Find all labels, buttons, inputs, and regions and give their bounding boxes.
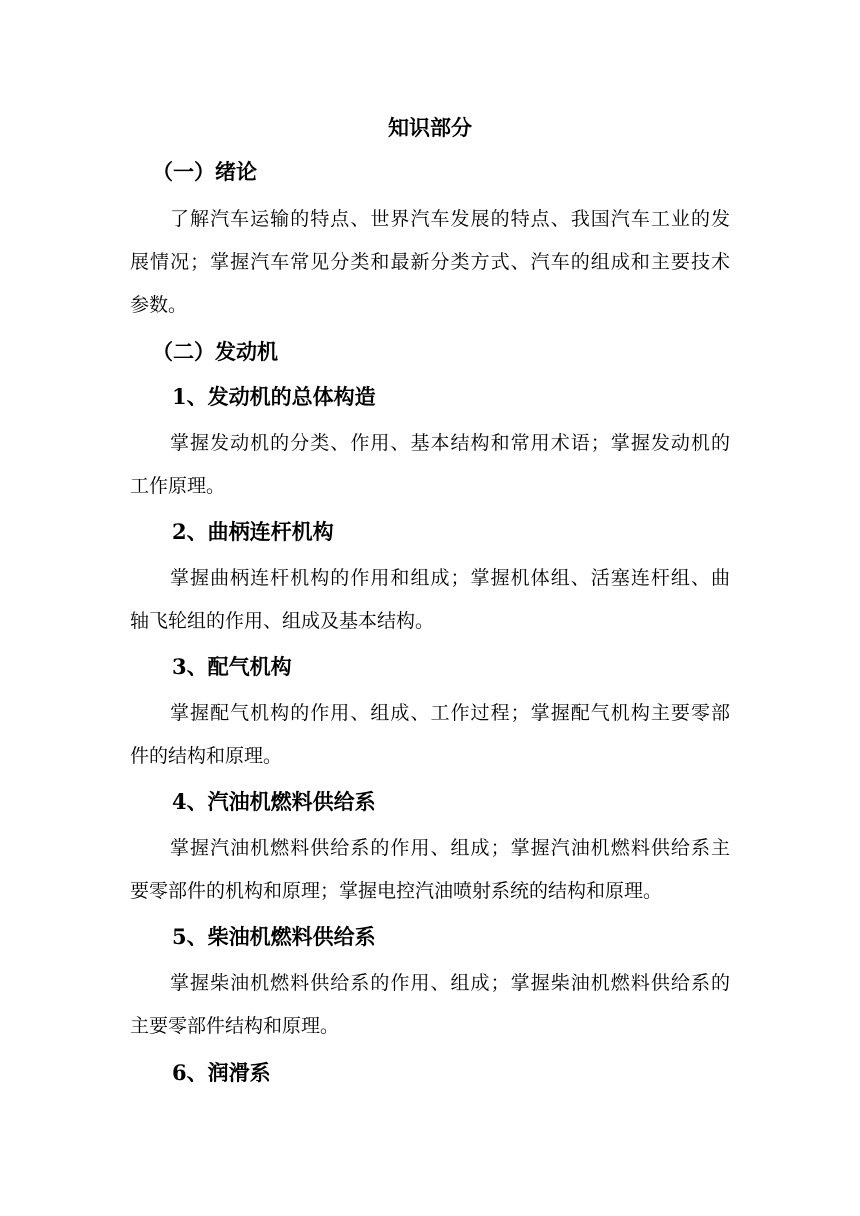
subsection-heading: 1、发动机的总体构造 — [172, 384, 376, 409]
paragraph — [130, 827, 730, 913]
paragraph — [130, 557, 730, 643]
paragraph-line: 了解汽车运输的特点、世界汽车发展的特点、我国汽车工业的发 — [170, 208, 730, 230]
section-heading-intro: （一）绪论 — [152, 159, 257, 184]
paragraph-line: 参数。 — [130, 294, 188, 316]
subsection-heading: 5、柴油机燃料供给系 — [172, 924, 376, 949]
paragraph-line: 掌握汽油机燃料供给系的作用、组成；掌握汽油机燃料供给系主 — [170, 837, 730, 859]
paragraph-line: 轴飞轮组的作用、组成及基本结构。 — [130, 610, 435, 632]
paragraph — [130, 422, 730, 508]
paragraph-line: 掌握发动机的分类、作用、基本结构和常用术语；掌握发动机的 — [170, 432, 730, 454]
paragraph-line: 掌握配气机构的作用、组成、工作过程；掌握配气机构主要零部 — [170, 702, 730, 724]
paragraph-line: 展情况；掌握汽车常见分类和最新分类方式、汽车的组成和主要技术 — [130, 251, 730, 273]
paragraph-line: 掌握柴油机燃料供给系的作用、组成；掌握柴油机燃料供给系的 — [170, 972, 730, 994]
subsection-heading: 6、润滑系 — [172, 1060, 271, 1085]
subsection-heading: 4、汽油机燃料供给系 — [172, 789, 376, 814]
paragraph-line: 掌握曲柄连杆机构的作用和组成；掌握机体组、活塞连杆组、曲 — [170, 567, 730, 589]
paragraph — [130, 692, 730, 778]
page-title: 知识部分 — [388, 115, 472, 140]
paragraph-intro — [130, 198, 730, 327]
paragraph — [130, 962, 730, 1048]
paragraph-line: 主要零部件结构和原理。 — [130, 1015, 340, 1037]
paragraph-line: 工作原理。 — [130, 475, 226, 497]
paragraph-line: 要零部件的机构和原理；掌握电控汽油喷射系统的结构和原理。 — [130, 880, 663, 902]
subsection-heading: 3、配气机构 — [172, 654, 292, 679]
subsection-heading: 2、曲柄连杆机构 — [172, 519, 334, 544]
section-heading-engine: （二）发动机 — [152, 339, 278, 364]
paragraph-line: 件的结构和原理。 — [130, 745, 283, 767]
